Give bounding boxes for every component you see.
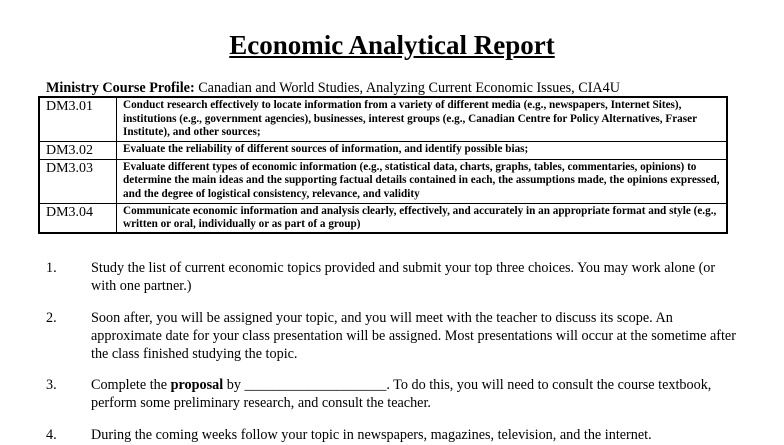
item-text	[91, 377, 736, 413]
item-text: During the coming weeks follow your topic in newspapers, magazines, television, and the internet.	[91, 427, 652, 443]
expectation-code: DM3.04	[39, 203, 117, 233]
item-number: 2.	[46, 310, 57, 326]
expectation-text: Communicate economic information and analysis clearly, effectively, and accurately in an appropriate format and style (e.g., written or oral, individually or as part of a group)	[117, 203, 728, 233]
item-number: 4.	[46, 427, 57, 443]
course-profile-label: Ministry Course Profile:	[46, 80, 195, 96]
expectation-text: Evaluate different types of economic information (e.g., statistical data, charts, graphs, tables, commentaries, opinions) to determine the main ideas and the supporting factual details contained in each, the assumptions made, the opinions expressed, and the degree of logistical consistency, relevance, and validity	[117, 159, 728, 203]
item-text-pre: Complete the	[91, 377, 171, 393]
expectations-table	[38, 96, 728, 234]
table-row	[39, 97, 727, 141]
item-text: Soon after, you will be assigned your topic, and you will meet with the teacher to discuss its scope. An approximate date for your class presentation will be assigned. Most presentations will occur at the sometime after the class finished studying the topic.	[91, 310, 736, 362]
expectation-code: DM3.02	[39, 141, 117, 159]
course-profile	[46, 80, 620, 97]
table-row	[39, 159, 727, 203]
expectation-text: Conduct research effectively to locate information from a variety of different media (e.g., newspapers, Internet Sites), institutions (e.g., government agencies), businesses, interest groups (e.g., Canadian Centre for Policy Alternatives, Fraser Institute), and other sources;	[117, 97, 728, 141]
expectation-code: DM3.03	[39, 159, 117, 203]
expectation-code: DM3.01	[39, 97, 117, 141]
course-profile-value: Canadian and World Studies, Analyzing Current Economic Issues, CIA4U	[198, 80, 621, 96]
expectation-text: Evaluate the reliability of different sources of information, and identify possible bias;	[117, 141, 728, 159]
proposal-keyword: proposal	[170, 377, 224, 393]
document-title: Economic Analytical Report	[229, 30, 555, 60]
item-text-post: by ____________________. To do this, you will need to consult the course textbook, perform some preliminary research, and consult the teacher.	[91, 377, 712, 411]
item-number: 3.	[46, 377, 57, 393]
table-row	[39, 141, 727, 159]
table-row	[39, 203, 727, 233]
item-number: 1.	[46, 260, 57, 276]
item-text: Study the list of current economic topics provided and submit your top three choices. You may work alone (or with one partner.)	[91, 260, 716, 294]
